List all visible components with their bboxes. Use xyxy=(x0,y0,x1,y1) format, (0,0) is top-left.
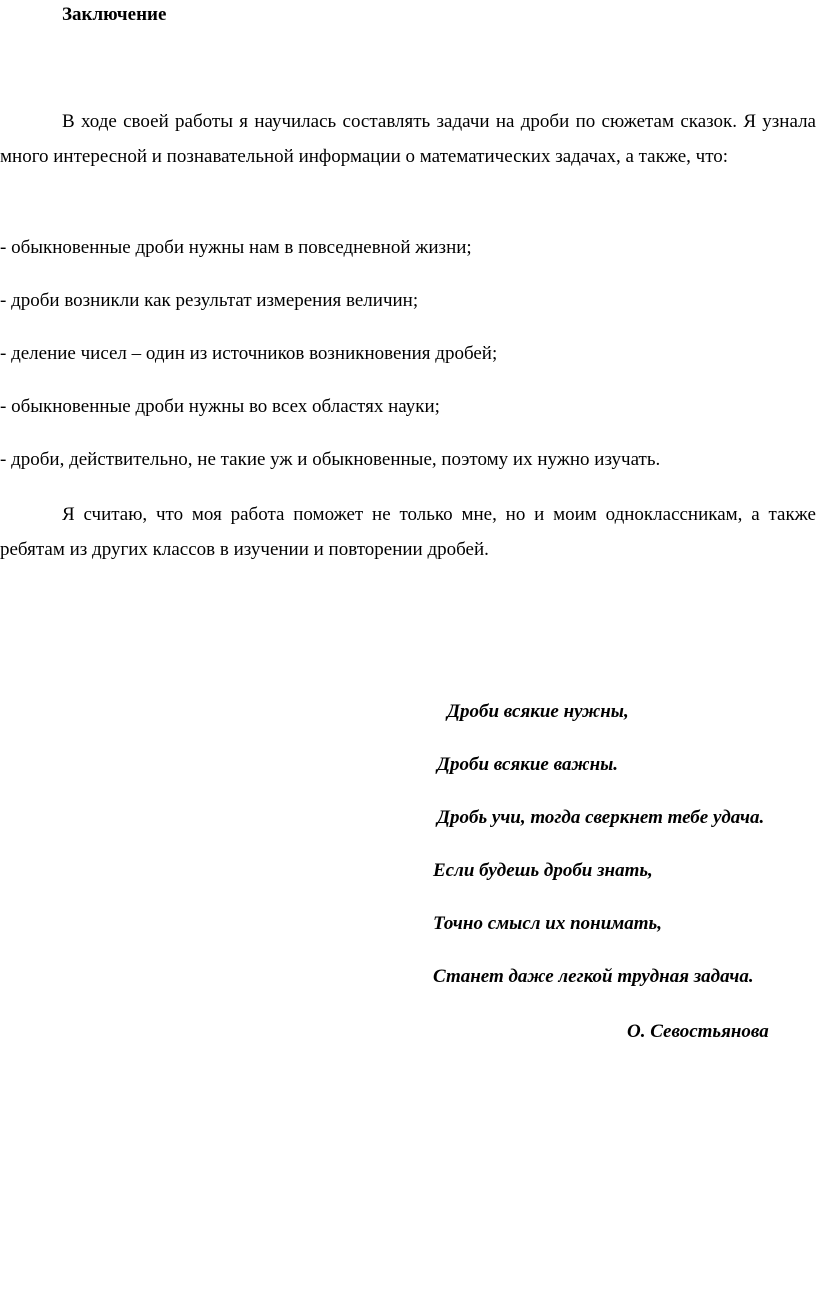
poem-author: О. Севостьянова xyxy=(627,1021,769,1042)
poem-line: Дробь учи, тогда сверкнет тебе удача. xyxy=(437,807,765,828)
closing-paragraph: Я считаю, что моя работа поможет не только мне, но и моим одноклассникам, а также ребятам из других классов в изучении и повторении дробей. xyxy=(0,504,816,560)
poem-line: Если будешь дроби знать, xyxy=(433,860,653,881)
section-heading: Заключение xyxy=(62,4,167,25)
intro-paragraph: В ходе своей работы я научилась составлять задачи на дроби по сюжетам сказок. Я узнала много интересной и познавательной информации о математических задачах, а также, что: xyxy=(0,111,816,167)
poem-line: Дроби всякие важны. xyxy=(437,754,619,775)
poem-line: Дроби всякие нужны, xyxy=(447,701,629,722)
list-item: - деление чисел – один из источников возникновения дробей; xyxy=(0,343,498,364)
list-item: - дроби возникли как результат измерения величин; xyxy=(0,290,419,311)
poem-line: Станет даже легкой трудная задача. xyxy=(433,966,754,987)
list-item: - обыкновенные дроби нужны во всех областях науки; xyxy=(0,396,440,417)
list-item: - обыкновенные дроби нужны нам в повседневной жизни; xyxy=(0,237,472,258)
poem-line: Точно смысл их понимать, xyxy=(433,913,662,934)
list-item: - дроби, действительно, не такие уж и обыкновенные, поэтому их нужно изучать. xyxy=(0,449,661,470)
